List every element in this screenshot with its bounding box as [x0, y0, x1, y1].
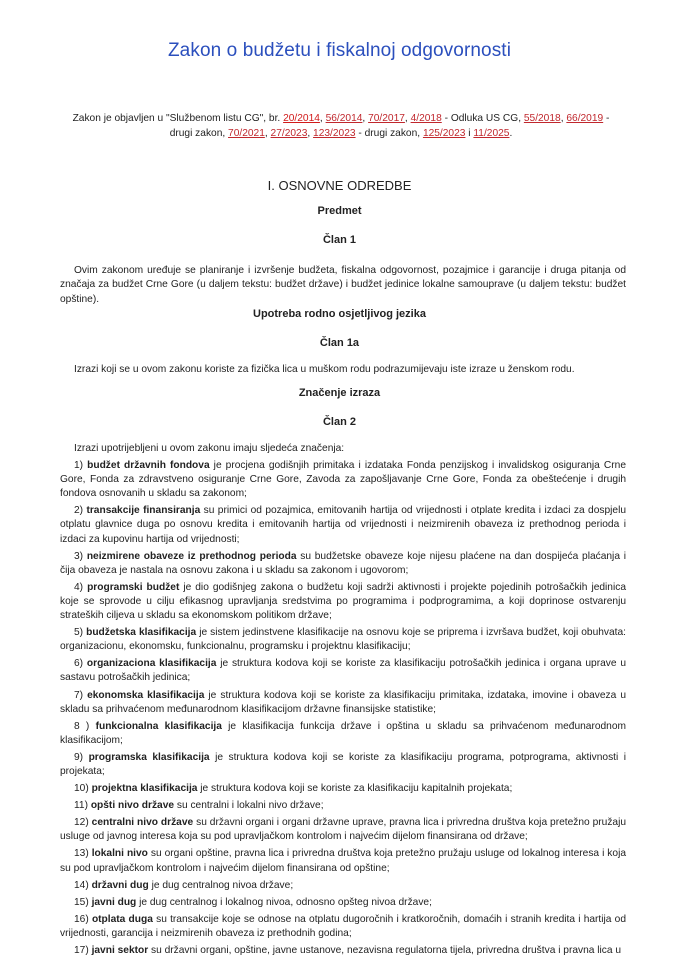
definition-text: su državni organi i organi državne uprave, pravna lica i privredna društva koja pretežno pružaju usluge od javnog interesa koja su pod upravljačkom kontrolom i najvećim dijelom finansirana od države; [60, 817, 627, 843]
definition-number: 11) [74, 800, 91, 812]
definition-term: javni sektor [91, 945, 149, 956]
definition-term: programski budžet [87, 581, 180, 593]
definition-number: 8 ) [74, 720, 96, 732]
gazette-ref-separator: - drugi zakon, [355, 128, 423, 139]
definition-number: 4) [74, 581, 88, 593]
definition-term: ekonomska klasifikacija [87, 689, 205, 701]
definition-number: 17) [74, 945, 92, 956]
definition-number: 13) [74, 848, 92, 860]
gazette-ref-link[interactable]: 123/2023 [313, 128, 356, 139]
definition-text: su organi opštine, pravna lica i privredna društva koja pretežno pružaju usluge od lokalnog interesa i koja su pod upravljačkom kontrolom i najvećim dijelom finansirana od opštine; [60, 848, 626, 874]
definition-text: je dio godišnjeg zakona o budžetu koji sadrži aktivnosti i projekte pojedinih potrošačkih jedinica koje se sprovode u cilju efikasnog upravljanja sredstvima po programima i podprogramima, a koji doprinose ostvarenju strateških ciljeva u skladu sa ekonomskom politikom države; [60, 581, 626, 622]
publication-prefix: Zakon je objavljen u "Službenom listu CG", br. [72, 113, 284, 124]
definition-text: je struktura kodova koji se koriste za klasifikaciju primitaka, izdataka, imovine i obaveza u skladu sa prihvaćenom međunarodnom klasifikacijom državne finansijske statistike; [60, 689, 627, 715]
definition-text: su primici od pozajmica, emitovanih hartija od vrijednosti i otplate kredita i izdaci za dospjelu otplatu glavnice duga po osnovu kredita i emitovanih hartija od vrijednosti i neizmirenih obaveza iz prethodnog perioda i izdaci za kupovinu hartija od vrijednosti; [60, 505, 626, 545]
document-title: Zakon o budžetu i fiskalnoj odgovornosti [167, 40, 512, 61]
part-heading: I. OSNOVNE ODREDBE [267, 178, 412, 193]
definition-term: organizaciona klasifikacija [86, 658, 217, 670]
gazette-ref-link[interactable]: 20/2014 [283, 113, 320, 124]
section-heading-upotreba: Upotreba rodno osjetljivog jezika [253, 308, 426, 320]
article-heading-1: Član 1 [322, 234, 356, 246]
definition-text: su centralni i lokalni nivo države; [174, 800, 324, 812]
definition-term: programska klasifikacija [88, 751, 210, 763]
publication-note [66, 111, 616, 141]
definition-item [60, 720, 626, 748]
definition-item [60, 626, 626, 654]
definition-item [60, 581, 626, 623]
definition-term: projektna klasifikacija [91, 783, 198, 795]
gazette-ref-link[interactable]: 70/2021 [228, 128, 265, 139]
gazette-ref-link[interactable]: 66/2019 [566, 113, 604, 124]
definition-text: je klasifikacija funkcija države i opština u skladu sa prihvaćenom međunarodnom klasifikacijom; [60, 720, 626, 746]
definition-text: je struktura kodova koji se koriste za klasifikaciju kapitalnih projekata; [197, 783, 513, 795]
definition-item [60, 799, 626, 813]
definition-term: državni dug [91, 879, 149, 891]
definition-term: budžet državnih fondova [87, 460, 210, 472]
definition-text: je struktura kodova koji se koriste za klasifikaciju programa, potprograma, aktivnosti i projekata; [60, 751, 627, 777]
article-heading-1a: Član 1a [319, 337, 360, 349]
gazette-ref-link[interactable]: 4/2018 [410, 113, 442, 124]
gazette-ref-separator: , [307, 128, 314, 139]
definition-item [60, 847, 626, 875]
definition-term: javni dug [91, 896, 137, 908]
section-heading-predmet: Predmet [317, 205, 362, 217]
definition-text: su budžetske obaveze koje nijesu plaćene na dan dospijeća plaćanja i čija obaveza je nastala na osnovu zakona i u skladu sa zakonom i ugovorom; [60, 550, 626, 576]
definition-item [60, 689, 626, 717]
definition-number: 3) [74, 550, 87, 562]
definition-term: transakcije finansiranja [86, 505, 201, 517]
definition-item [60, 657, 626, 685]
gazette-ref-link[interactable]: 125/2023 [422, 128, 466, 139]
definitions-list [60, 442, 626, 961]
gazette-ref-separator: - drugi zakon, [169, 113, 610, 139]
definition-text: je dug centralnog nivoa države; [148, 879, 294, 891]
gazette-ref-link[interactable]: 11/2025 [473, 128, 510, 139]
definition-number: 6) [74, 658, 87, 670]
gazette-ref-separator: . [509, 128, 513, 139]
article-2-intro: Izrazi upotrijebljeni u ovom zakonu imaju sljedeća značenja: [74, 443, 345, 454]
definition-text: su državni organi, opštine, javne ustanove, nezavisna regulatorna tijela, privredna društva i pravna lica u [148, 945, 622, 956]
definition-term: centralni nivo države [91, 817, 194, 829]
definition-number: 2) [74, 505, 87, 517]
definition-item [60, 504, 626, 546]
definition-item [60, 751, 626, 779]
definition-term: otplata duga [91, 913, 153, 925]
gazette-ref-separator: , [264, 128, 271, 139]
definition-item [60, 896, 626, 910]
article-1-text [60, 264, 626, 307]
gazette-ref-separator: , [319, 113, 326, 124]
section-heading-znacenje: Značenje izraza [298, 387, 381, 399]
definition-term: budžetska klasifikacija [86, 627, 197, 639]
definition-term: lokalni nivo [91, 848, 148, 860]
definition-item [60, 782, 626, 796]
definition-text: su transakcije koje se odnose na otplatu dugoročnih i kratkoročnih, domaćih i stranih kredita i hartija od vrijednosti, garancija i neizmirenih obaveza iz prethodnih godina; [60, 913, 626, 939]
definition-item [60, 944, 626, 958]
definition-text: je procjena godišnjih primitaka i izdataka Fonda penzijskog i invalidskog osiguranja Crne Gore, Fonda za zdravstveno osiguranje Crne Gore, Zavoda za zapošljavanje Crne Gore, Fonda za obeštećenje i drugih fondova osnovanih u skladu sa zakonom; [60, 460, 626, 500]
gazette-ref-link[interactable]: 56/2014 [325, 113, 363, 124]
definition-term: opšti nivo države [90, 800, 175, 812]
definition-number: 1) [74, 460, 88, 472]
gazette-ref-link[interactable]: 55/2018 [523, 113, 561, 124]
definition-number: 5) [74, 627, 87, 639]
gazette-ref-separator: i [465, 128, 474, 139]
gazette-ref-link[interactable]: 27/2023 [270, 128, 308, 139]
article-1-paragraph: Ovim zakonom uređuje se planiranje i izvršenje budžeta, fiskalna odgovornost, pozajmice i garancije i druga pitanja od značaja za budžet Crne Gore (u daljem tekstu: budžet države) i budžet jedinice lokalne samouprave (u daljem tekstu: budžet opštine). [60, 265, 626, 305]
definition-number: 9) [74, 751, 89, 763]
definitions-items [60, 459, 626, 958]
definition-text: je sistem jedinstvene klasifikacije na osnovu koje se priprema i izvršava budžet, koji obuhvata: organizacionu, ekonomsku, funkcionalnu, programsku i projektnu klasifikaciju; [60, 627, 626, 653]
definition-text: je struktura kodova koji se koriste za klasifikaciju potrošačkih jedinica i organa uprave u sastavu potrošačkih jedinica; [60, 658, 626, 684]
definition-number: 15) [74, 896, 92, 908]
definition-term: neizmirene obaveze iz prethodnog perioda [86, 550, 297, 562]
definition-number: 16) [74, 913, 92, 925]
definition-item [60, 913, 626, 941]
definition-text: je dug centralnog i lokalnog nivoa, odnosno opšteg nivoa države; [136, 896, 432, 908]
gazette-ref-separator: - Odluka US CG, [441, 113, 524, 124]
definition-item [60, 459, 626, 501]
definition-number: 12) [74, 817, 92, 829]
gazette-ref-separator: , [362, 113, 369, 124]
gazette-ref-separator: , [560, 113, 567, 124]
article-1a-text [60, 363, 626, 377]
definition-number: 7) [74, 689, 88, 701]
definition-term: funkcionalna klasifikacija [95, 720, 222, 732]
definition-number: 14) [74, 879, 92, 891]
gazette-ref-separator: , [404, 113, 411, 124]
definition-item [60, 550, 626, 578]
article-heading-2: Član 2 [322, 416, 356, 428]
article-1a-paragraph: Izrazi koji se u ovom zakonu koriste za fizička lica u muškom rodu podrazumijevaju iste izraze u ženskom rodu. [74, 364, 575, 375]
definition-item [60, 879, 626, 893]
definition-item [60, 816, 626, 844]
gazette-ref-link[interactable]: 70/2017 [368, 113, 405, 124]
definition-number: 10) [74, 783, 92, 795]
